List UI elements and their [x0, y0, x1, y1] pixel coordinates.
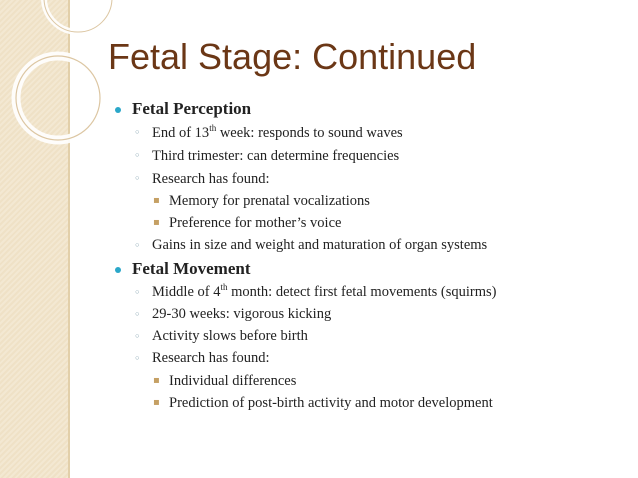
bullet-circle-icon: ◦	[134, 126, 141, 139]
bullet-square-icon: ▪	[153, 375, 160, 386]
list-item-third-trimester: Third trimester: can determine frequencies	[152, 148, 400, 164]
list-item-vigorous-kicking: 29-30 weeks: vigorous kicking	[152, 306, 332, 322]
list-item-4th-month: Middle of 4th month: detect first fetal movements (squirms)	[152, 282, 497, 300]
sub-item-prenatal-vocalizations: Memory for prenatal vocalizations	[169, 193, 370, 209]
list-item-gains-size: Gains in size and weight and maturation of organ systems	[152, 237, 488, 253]
list-item-research-found: Research has found:	[152, 171, 270, 187]
bullet-circle-icon: ◦	[134, 172, 141, 185]
list-item-research-found-2: Research has found:	[152, 350, 270, 366]
sub-item-mothers-voice: Preference for mother’s voice	[169, 215, 342, 231]
bullet-circle-icon: ◦	[134, 330, 141, 343]
bullet-circle-icon: ◦	[134, 286, 141, 299]
bullet-square-icon: ▪	[153, 397, 160, 408]
sub-item-post-birth-prediction: Prediction of post-birth activity and motor development	[169, 395, 493, 411]
bullet-circle-icon: ◦	[134, 239, 141, 252]
decorative-circles	[0, 0, 140, 170]
bullet-dot-icon	[115, 267, 121, 273]
section-heading-fetal-perception: Fetal Perception	[132, 99, 252, 118]
slide-title: Fetal Stage: Continued	[108, 36, 477, 77]
list-item-activity-slows: Activity slows before birth	[152, 328, 308, 344]
bullet-square-icon: ▪	[153, 195, 160, 206]
bullet-circle-icon: ◦	[134, 308, 141, 321]
section-heading-fetal-movement: Fetal Movement	[132, 259, 251, 278]
list-item-13th-week: End of 13th week: responds to sound waves	[152, 123, 403, 141]
bullet-circle-icon: ◦	[134, 149, 141, 162]
bullet-circle-icon: ◦	[134, 352, 141, 365]
sub-item-individual-differences: Individual differences	[169, 373, 297, 389]
bullet-dot-icon	[115, 107, 121, 113]
bullet-square-icon: ▪	[153, 217, 160, 228]
